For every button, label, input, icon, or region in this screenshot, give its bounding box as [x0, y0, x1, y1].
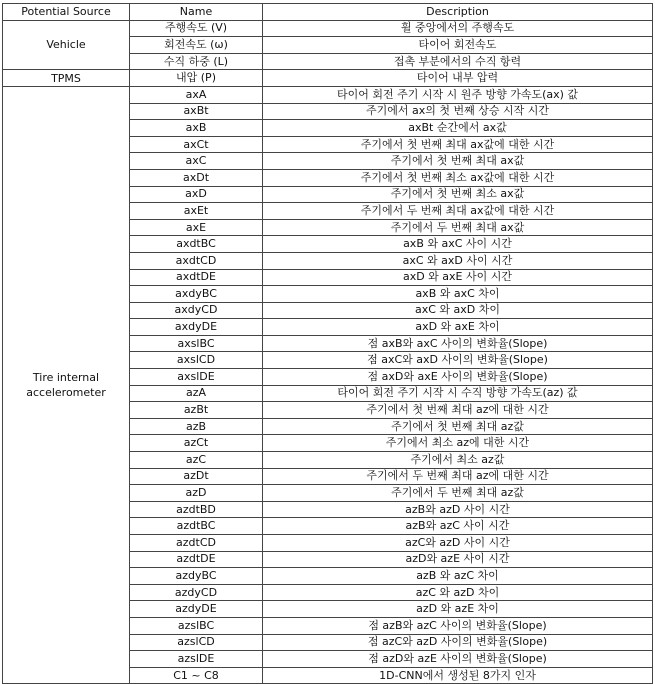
row-description: azD와 azE 사이 시간 — [263, 551, 653, 568]
header-potential-source: Potential Source — [3, 4, 130, 21]
row-description: 주기에서 첫 번째 최대 ax값 — [263, 153, 653, 170]
row-description: axD 와 axE 사이 시간 — [263, 269, 653, 286]
row-name: azslBC — [130, 617, 263, 634]
row-description: 타이어 내부 압력 — [263, 70, 653, 87]
row-description: 점 azB와 azC 사이의 변화율(Slope) — [263, 617, 653, 634]
row-name: azdyDE — [130, 601, 263, 618]
header-description: Description — [263, 4, 653, 21]
row-description: 주기에서 두 번째 최대 az에 대한 시간 — [263, 468, 653, 485]
group-accelerometer — [3, 86, 130, 683]
row-description: azC와 azD 사이 시간 — [263, 535, 653, 552]
row-name: axDt — [130, 169, 263, 186]
row-description: 점 axD와 axE 사이의 변화율(Slope) — [263, 369, 653, 386]
group-accelerometer-line2: accelerometer — [26, 386, 106, 400]
row-name: azA — [130, 385, 263, 402]
row-name: 수직 하중 (L) — [130, 53, 263, 70]
row-description: axB 와 axC 차이 — [263, 286, 653, 303]
row-name: azCt — [130, 435, 263, 452]
row-description: 주기에서 두 번째 최대 az값 — [263, 485, 653, 502]
row-description: 점 azC와 azD 사이의 변화율(Slope) — [263, 634, 653, 651]
row-name: axslDE — [130, 369, 263, 386]
row-name: axBt — [130, 103, 263, 120]
header-name: Name — [130, 4, 263, 21]
row-name: axEt — [130, 203, 263, 220]
row-description: azB 와 azC 차이 — [263, 568, 653, 585]
row-name: axdtBC — [130, 236, 263, 253]
row-name: azdtDE — [130, 551, 263, 568]
row-name: azslCD — [130, 634, 263, 651]
row-description: 주기에서 첫 번째 최대 az값 — [263, 418, 653, 435]
feature-table — [2, 3, 653, 684]
row-description: 주기에서 최소 az값 — [263, 452, 653, 469]
row-description: 점 azD와 azE 사이의 변화율(Slope) — [263, 651, 653, 668]
row-description: azD 와 azE 차이 — [263, 601, 653, 618]
row-description: 주기에서 ax의 첫 번째 상승 시작 시간 — [263, 103, 653, 120]
row-name: azBt — [130, 402, 263, 419]
row-description: 휠 중앙에서의 주행속도 — [263, 20, 653, 37]
row-description: 점 axB와 axC 사이의 변화율(Slope) — [263, 335, 653, 352]
row-description: 주기에서 첫 번째 최대 az에 대한 시간 — [263, 402, 653, 419]
row-name: axC — [130, 153, 263, 170]
row-name: azD — [130, 485, 263, 502]
row-description: 접촉 부분에서의 수직 항력 — [263, 53, 653, 70]
row-description: 주기에서 첫 번째 최소 ax값 — [263, 186, 653, 203]
group-vehicle: Vehicle — [3, 20, 130, 70]
row-name: axslCD — [130, 352, 263, 369]
row-name: 회전속도 (ω) — [130, 37, 263, 54]
row-name: axCt — [130, 136, 263, 153]
group-tpms: TPMS — [3, 70, 130, 87]
row-name: axdtCD — [130, 252, 263, 269]
row-name: axslBC — [130, 335, 263, 352]
row-description: 타이어 회전 주기 시작 시 수직 방향 가속도(az) 값 — [263, 385, 653, 402]
row-description: 주기에서 최소 az에 대한 시간 — [263, 435, 653, 452]
row-name: axE — [130, 219, 263, 236]
row-name: axA — [130, 86, 263, 103]
row-description: 주기에서 첫 번째 최대 ax값에 대한 시간 — [263, 136, 653, 153]
row-description: 타이어 회전속도 — [263, 37, 653, 54]
table-body — [3, 20, 653, 684]
table-row — [3, 20, 653, 37]
row-name: azC — [130, 452, 263, 469]
row-description: azB와 azD 사이 시간 — [263, 501, 653, 518]
row-description: azB와 azC 사이 시간 — [263, 518, 653, 535]
row-name: azdtBD — [130, 501, 263, 518]
row-description: axB 와 axC 사이 시간 — [263, 236, 653, 253]
row-description: 타이어 회전 주기 시작 시 원주 방향 가속도(ax) 값 — [263, 86, 653, 103]
row-description: 주기에서 두 번째 최대 ax값 — [263, 219, 653, 236]
header-row — [3, 4, 653, 21]
row-name: azdtCD — [130, 535, 263, 552]
table-row — [3, 70, 653, 87]
row-name: azB — [130, 418, 263, 435]
row-name: C1 ~ C8 — [130, 667, 263, 684]
row-name: 주행속도 (V) — [130, 20, 263, 37]
row-description: axBt 순간에서 ax값 — [263, 120, 653, 137]
row-description: 주기에서 두 번째 최대 ax값에 대한 시간 — [263, 203, 653, 220]
row-description: 점 axC와 axD 사이의 변화율(Slope) — [263, 352, 653, 369]
row-name: axdyBC — [130, 286, 263, 303]
row-name: azslDE — [130, 651, 263, 668]
row-name: axD — [130, 186, 263, 203]
row-name: axdyDE — [130, 319, 263, 336]
row-name: azdyCD — [130, 584, 263, 601]
row-name: azdtBC — [130, 518, 263, 535]
group-accelerometer-line1: Tire internal — [32, 371, 100, 385]
row-name: azdyBC — [130, 568, 263, 585]
row-description: 주기에서 첫 번째 최소 ax값에 대한 시간 — [263, 169, 653, 186]
row-description: axC 와 axD 차이 — [263, 302, 653, 319]
row-name: axdyCD — [130, 302, 263, 319]
row-description: axC 와 axD 사이 시간 — [263, 252, 653, 269]
row-description: azC 와 azD 차이 — [263, 584, 653, 601]
row-description: axD 와 axE 차이 — [263, 319, 653, 336]
row-name: 내압 (P) — [130, 70, 263, 87]
row-name: azDt — [130, 468, 263, 485]
row-name: axB — [130, 120, 263, 137]
table-row — [3, 86, 653, 103]
row-description: 1D-CNN에서 생성된 8가지 인자 — [263, 667, 653, 684]
row-name: axdtDE — [130, 269, 263, 286]
